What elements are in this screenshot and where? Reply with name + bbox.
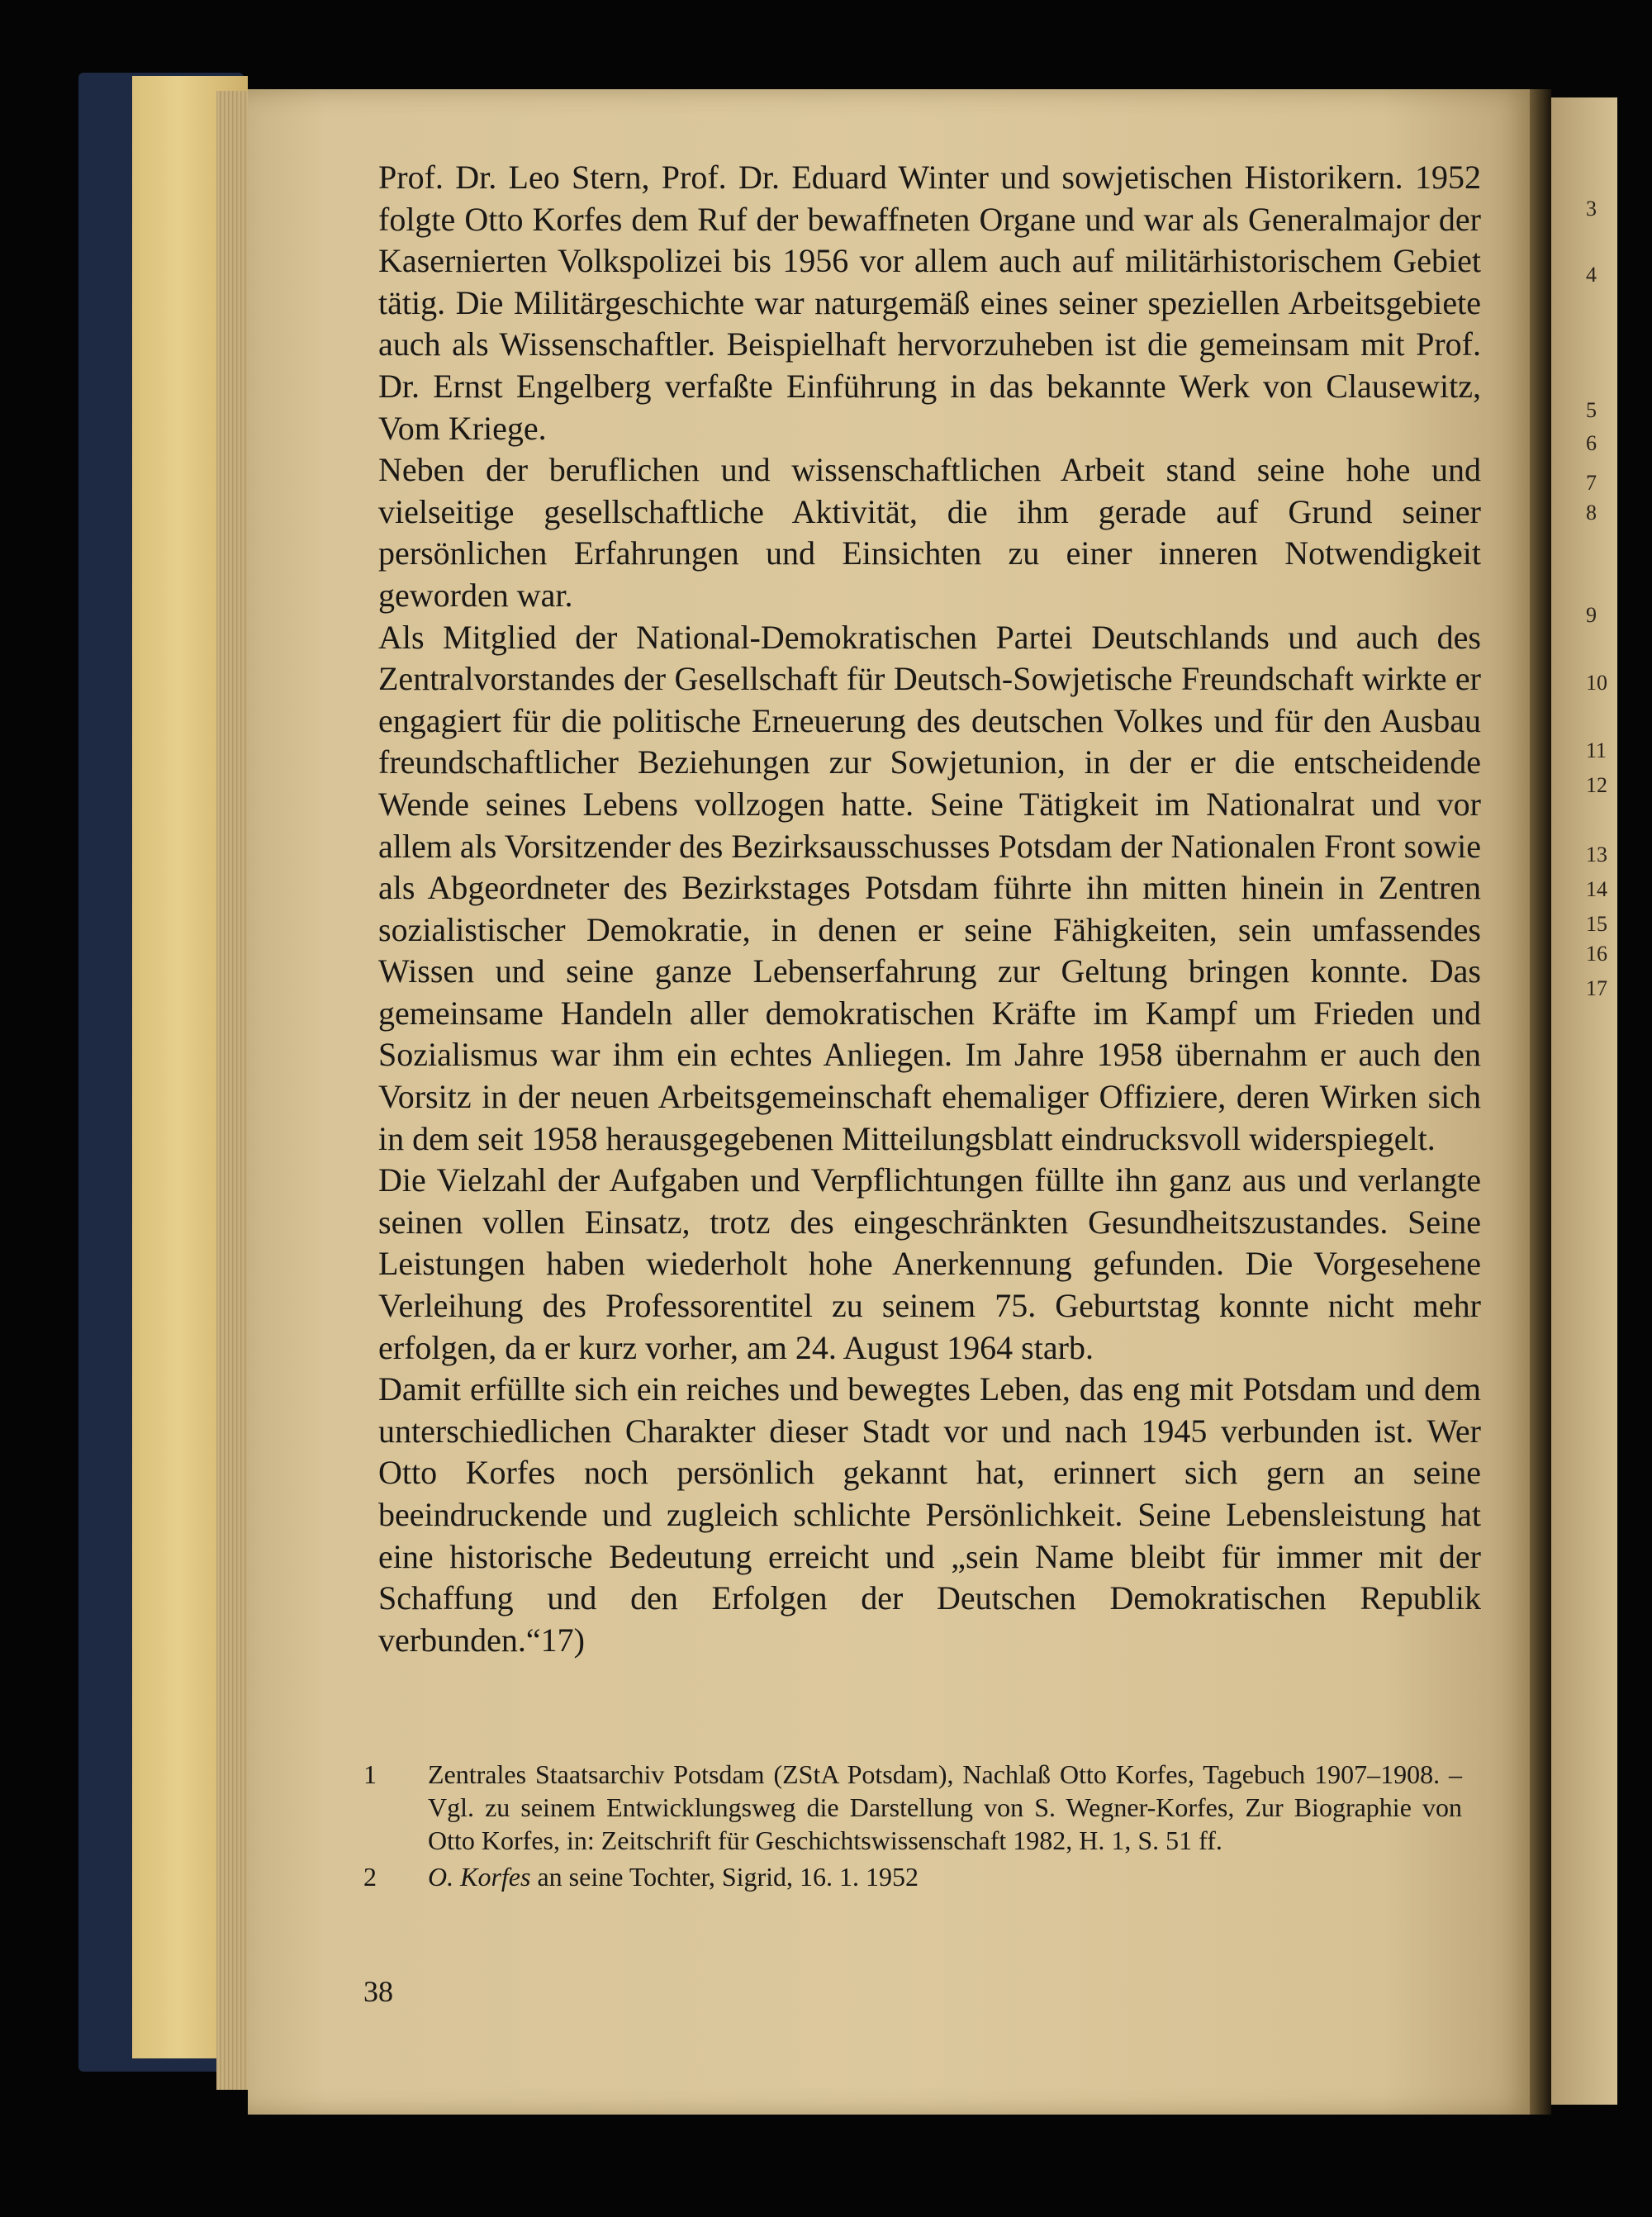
facing-line-number: 11 — [1586, 738, 1607, 762]
footnote-author: O. Korfes — [428, 1862, 531, 1892]
facing-line-number: 5 — [1586, 398, 1597, 422]
footnote-text: Zentrales Staatsarchiv Potsdam (ZStA Potsdam), Nachlaß Otto Korfes, Tagebuch 1907–1908. – Vgl. zu seinem Entwicklungsweg die Darstellung von S. Wegner-Korfes, Zur Biographie von Otto Korfes, in: Zeitschrift für Geschichtswissenschaft 1982, H. 1, S. 51 ff. — [428, 1759, 1462, 1855]
facing-line-number: 6 — [1586, 431, 1597, 455]
facing-line-number: 4 — [1586, 263, 1597, 287]
paragraph-4: Die Vielzahl der Aufgaben und Verpflichtungen füllte ihn ganz aus und verlangte seinen vollen Einsatz, trotz des eingeschränkten Gesundheitszustandes. Seine Leistungen haben wiederholt hohe Anerkennung gefunden. Die Vorgesehene Verleihung des Professorentitel zu seinem 75. Geburtstag konnte nicht mehr erfolgen, da er kurz vorher, am 24. August 1964 starb. — [378, 1161, 1481, 1366]
facing-line-number: 16 — [1586, 942, 1607, 966]
facing-line-number: 17 — [1586, 976, 1607, 1000]
facing-line-number: 9 — [1586, 603, 1597, 627]
footnote-number: 2 — [363, 1862, 377, 1892]
footnote-1 — [363, 1758, 1462, 1857]
footnote-remainder: an seine Tochter, Sigrid, 16. 1. 1952 — [530, 1862, 919, 1892]
facing-line-number: 10 — [1586, 671, 1607, 695]
facing-page-edge — [1551, 97, 1617, 2105]
facing-line-number: 12 — [1586, 773, 1607, 797]
facing-line-number: 3 — [1586, 197, 1597, 221]
body-text — [378, 157, 1481, 1661]
page-number: 38 — [363, 1975, 393, 2008]
facing-line-number: 8 — [1586, 501, 1597, 525]
footnote-number: 1 — [363, 1759, 377, 1789]
facing-line-number: 14 — [1586, 877, 1607, 901]
footnotes — [363, 1758, 1462, 1897]
paragraph-5: Damit erfüllte sich ein reiches und bewegtes Leben, das eng mit Potsdam und dem unterschiedlichen Charakter dieser Stadt vor und nach 1945 verbunden ist. Wer Otto Korfes noch persönlich gekannt hat, erinnert sich gern an seine beeindruckende und zugleich schlichte Persönlichkeit. Seine Lebensleistung hat eine historische Bedeutung erreicht und „sein Name bleibt für immer mit der Schaffung und den Erfolgen der Deutschen Demokratischen Republik verbunden.“17) — [378, 1370, 1481, 1659]
paragraph-2: Neben der beruflichen und wissenschaftlichen Arbeit stand seine hohe und vielseitige gesellschaftliche Aktivität, die ihm gerade auf Grund seiner persönlichen Erfahrungen und Einsichten zu einer inneren Notwendigkeit geworden war. — [378, 451, 1481, 614]
facing-line-number: 7 — [1586, 471, 1597, 495]
paragraph-3: Als Mitglied der National-Demokratischen Partei Deutschlands und auch des Zentralvorstandes der Gesellschaft für Deutsch-Sowjetische Freundschaft wirkte er engagiert für die politische Erneuerung des deutschen Volkes und für den Ausbau freundschaftlicher Beziehungen zur Sowjetunion, in der er die entscheidende Wende seines Lebens vollzogen hatte. Seine Tätigkeit im Nationalrat und vor allem als Vorsitzender des Bezirksausschusses Potsdam der Nationalen Front sowie als Abgeordneter des Bezirkstages Potsdam führte ihn mitten hinein in Zentren sozialistischer Demokratie, in denen er seine Fähigkeiten, sein umfassendes Wissen und seine ganze Lebenserfahrung zur Geltung bringen konnte. Das gemeinsame Handeln aller demokratischen Kräfte im Kampf um Frieden und Sozialismus war ihm ein echtes Anliegen. Im Jahre 1958 übernahm er auch den Vorsitz in der neuen Arbeitsgemeinschaft ehemaliger Offiziere, deren Wirken sich in dem seit 1958 herausgegebenen Mitteilungsblatt eindrucksvoll widerspiegelt. — [378, 618, 1481, 1157]
facing-line-number: 15 — [1586, 912, 1607, 936]
footnote-2 — [363, 1860, 1462, 1893]
facing-line-number: 13 — [1586, 843, 1607, 866]
footnote-text — [428, 1860, 1462, 1893]
paragraph-1: Prof. Dr. Leo Stern, Prof. Dr. Eduard Winter und sowjetischen Historikern. 1952 folgte Otto Korfes dem Ruf der bewaffneten Organe und war als Generalmajor der Kasernierten Volkspolizei bis 1956 vor allem auch auf militärhistorischem Gebiet tätig. Die Militärgeschichte war naturgemäß eines seiner speziellen Arbeitsgebiete auch als Wissenschaftler. Beispielhaft hervorzuheben ist die gemeinsam mit Prof. Dr. Ernst Engelberg verfaßte Einführung in das bekannte Werk von Clausewitz, Vom Kriege. — [378, 159, 1481, 447]
book-gutter — [1530, 89, 1551, 2115]
